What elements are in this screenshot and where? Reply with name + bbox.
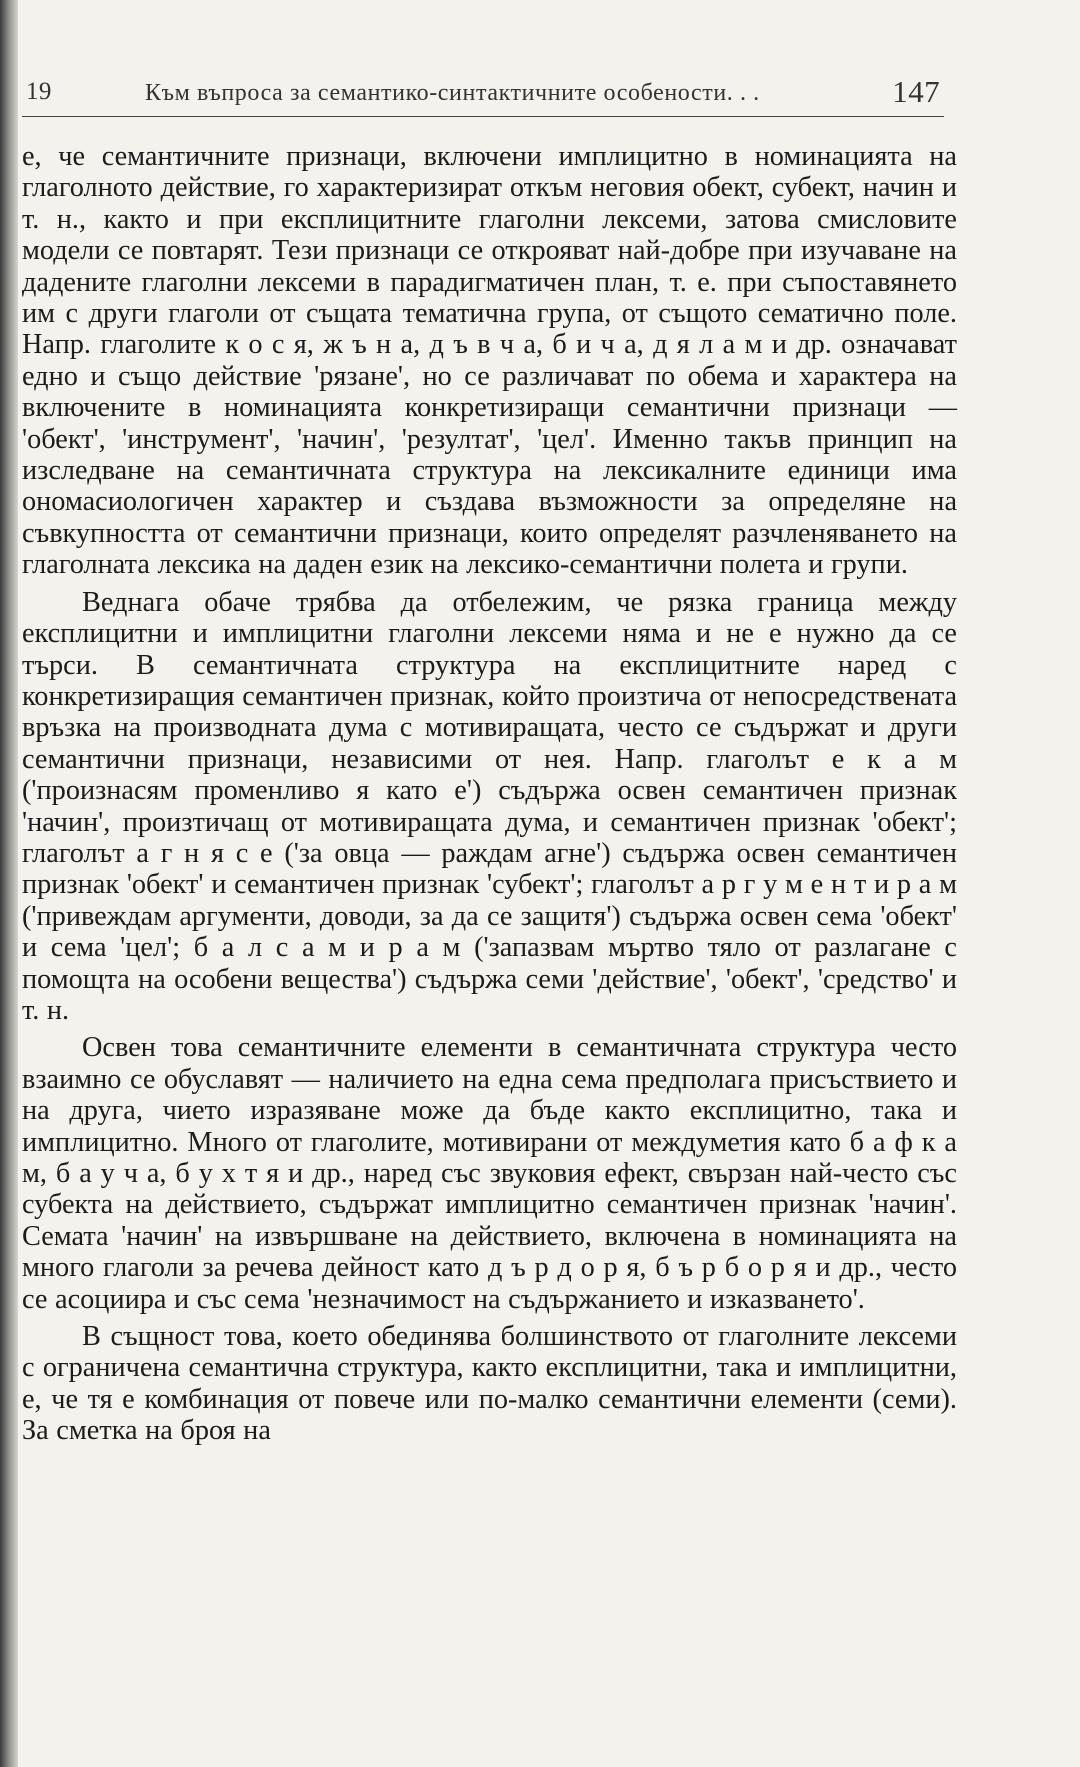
header-left-number: 19	[26, 78, 52, 105]
book-page	[22, 70, 962, 1453]
running-header	[22, 70, 962, 116]
book-spine-shadow	[0, 0, 18, 1767]
header-rule	[22, 116, 944, 117]
page-number: 147	[892, 74, 940, 109]
paragraph-4: В същност това, което обединява болшинството от глаголните лексеми с ограничена семантична структура, както експлицитни, така и имплицитни, е, че тя е комбинация от повече или по-малко семантични елементи (семи). За сметка на броя на	[22, 1321, 957, 1447]
body-text	[22, 141, 957, 1447]
paragraph-3: Освен това семантичните елементи в семантичната структура често взаимно се обуславят — наличието на една сема предполага присъствието и на друга, чието изразяване може да бъде както експлицитно, така и имплицитно. Много от глаголите, мотивирани от междуметия като б а ф к а м, б а у ч а, б у х т я и др., наред със звуковия ефект, свързан най-често със субекта на действието, съдържат имплицитно семантичен признак 'начин'. Семата 'начин' на извършване на действието, включена в номинацията на много глаголи за речева дейност като д ъ р д о р я, б ъ р б о р я и др., често се асоциира и със сема 'незначимост на съдържанието и изказването'.	[22, 1032, 957, 1315]
paragraph-2: Веднага обаче трябва да отбележим, че рязка граница между експлицитни и имплицитни глаголни лексеми няма и не е нужно да се търси. В семантичната структура на експлицитните наред с конкретизиращия семантичен признак, който произтича от непосредствената връзка на производната дума с мотивиращата, често се съдържат и други семантични признаци, независими от нея. Напр. глаголът е к а м ('произнасям променливо я като е') съдържа освен семантичен признак 'начин', произтичащ от мотивиращата дума, и семантичен признак 'обект'; глаголът а г н я с е ('за овца — раждам агне') съдържа освен семантичен признак 'обект' и семантичен признак 'субект'; глаголът а р г у м е н т и р а м ('привеждам аргументи, доводи, за да се защитя') съдържа освен сема 'обект' и сема 'цел'; б а л с а м и р а м ('запазвам мъртво тяло от разлагане с помощта на особени вещества') съдържа семи 'действие', 'обект', 'средство' и т. н.	[22, 586, 957, 1026]
running-title: Към въпроса за семантико-синтактичните особености. . .	[145, 80, 760, 106]
paragraph-1: е, че семантичните признаци, включени имплицитно в номинацията на глаголното действие, го характеризират откъм неговия обект, субект, начин и т. н., както и при експлицитните глаголни лексеми, затова смисловите модели се повтарят. Тези признаци се открояват най-добре при изучаване на дадените глаголни лексеми в парадигматичен план, т. е. при съпоставянето им с други глаголи от същата тематична група, от същото сематично поле. Напр. глаголите к о с я, ж ъ н а, д ъ в ч а, б и ч а, д я л а м и др. означават едно и също действие 'рязане', но се различават по обема и характера на включените в номинацията конкретизиращи семантични признаци — 'обект', 'инструмент', 'начин', 'резултат', 'цел'. Именно такъв принцип на изследване на семантичната структура на лексикалните единици има ономасиологичен характер и създава възможности за определяне на съвкупността от семантични признаци, които определят разчленяването на глаголната лексика на даден език на лексико-семантични полета и групи.	[22, 141, 957, 581]
